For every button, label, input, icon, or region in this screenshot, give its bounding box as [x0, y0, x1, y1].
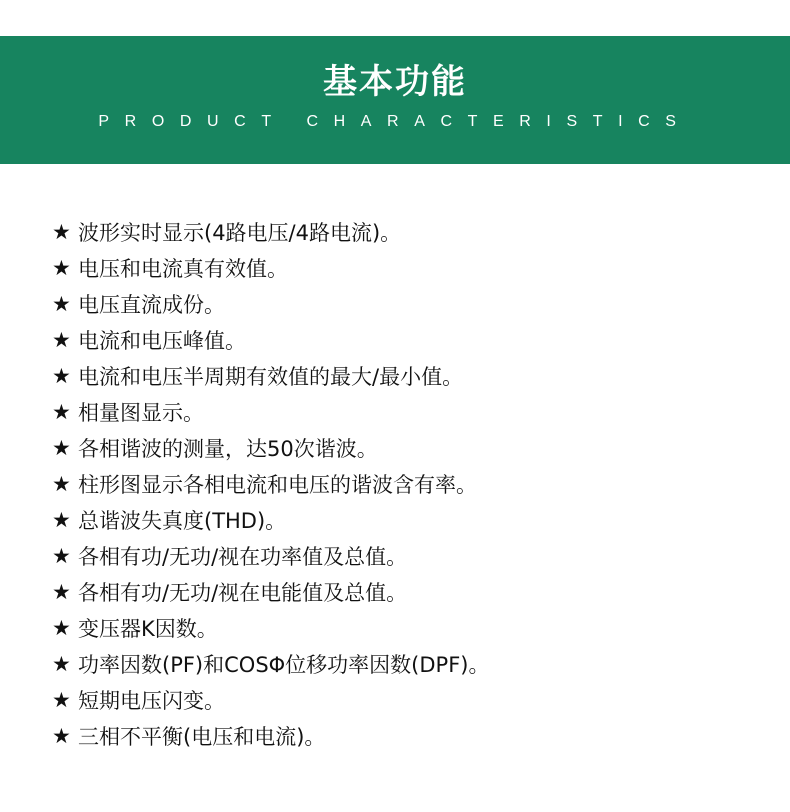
banner-subtitle: PRODUCT CHARACTERISTICS — [98, 113, 692, 130]
banner-title: 基本功能 — [323, 62, 467, 102]
list-item — [52, 574, 489, 610]
star-icon: ★ — [52, 364, 71, 388]
star-icon: ★ — [52, 508, 71, 532]
list-item — [52, 610, 489, 646]
list-item — [52, 466, 489, 502]
list-item — [52, 214, 489, 250]
list-item — [52, 430, 489, 466]
feature-text: 电压和电流真有效值。 — [78, 257, 288, 281]
header-banner — [0, 36, 790, 164]
list-item — [52, 394, 489, 430]
feature-text: 电流和电压半周期有效值的最大/最小值。 — [78, 365, 464, 389]
list-item — [52, 502, 489, 538]
star-icon: ★ — [52, 400, 71, 424]
star-icon: ★ — [52, 544, 71, 568]
feature-text: 电压直流成份。 — [78, 293, 225, 317]
star-icon: ★ — [52, 724, 71, 748]
feature-list — [52, 214, 489, 754]
list-item — [52, 682, 489, 718]
list-item — [52, 718, 489, 754]
star-icon: ★ — [52, 292, 71, 316]
feature-text: 各相有功/无功/视在功率值及总值。 — [78, 545, 408, 569]
list-item — [52, 358, 489, 394]
feature-text: 短期电压闪变。 — [78, 689, 225, 713]
feature-text: 各相谐波的测量，达50次谐波。 — [78, 437, 378, 461]
star-icon: ★ — [52, 580, 71, 604]
feature-text: 电流和电压峰值。 — [78, 329, 246, 353]
star-icon: ★ — [52, 220, 71, 244]
star-icon: ★ — [52, 436, 71, 460]
feature-text: 柱形图显示各相电流和电压的谐波含有率。 — [78, 473, 477, 497]
list-item — [52, 538, 489, 574]
star-icon: ★ — [52, 688, 71, 712]
feature-text: 三相不平衡(电压和电流)。 — [78, 725, 326, 749]
star-icon: ★ — [52, 256, 71, 280]
star-icon: ★ — [52, 652, 71, 676]
feature-text: 相量图显示。 — [78, 401, 204, 425]
feature-text: 变压器K因数。 — [78, 617, 218, 641]
star-icon: ★ — [52, 328, 71, 352]
list-item — [52, 646, 489, 682]
list-item — [52, 286, 489, 322]
star-icon: ★ — [52, 616, 71, 640]
star-icon: ★ — [52, 472, 71, 496]
list-item — [52, 322, 489, 358]
feature-text: 波形实时显示(4路电压/4路电流)。 — [78, 221, 402, 245]
feature-text: 各相有功/无功/视在电能值及总值。 — [78, 581, 408, 605]
list-item — [52, 250, 489, 286]
feature-text: 总谐波失真度(THD)。 — [78, 509, 287, 533]
feature-text: 功率因数(PF)和COSΦ位移功率因数(DPF)。 — [78, 653, 490, 677]
